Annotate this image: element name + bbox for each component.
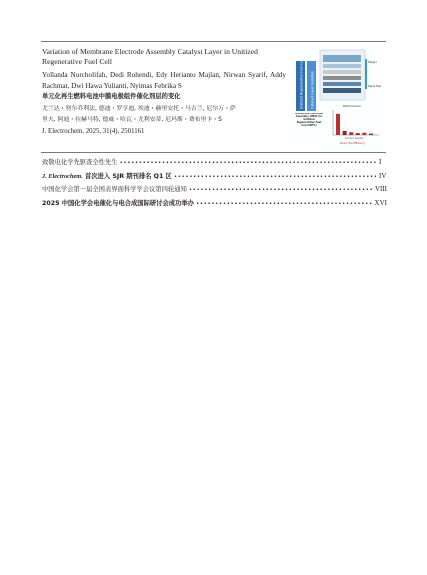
- article-title-cn[interactable]: 单元化再生燃料电池中膜电极组件催化剂层的变化: [42, 93, 181, 101]
- authors-cn-line-2: 里夫, 阿迪・拉赫马特, 德威・哈瓦・尤利安蒂, 尼玛斯・费布里卡・S: [42, 116, 222, 123]
- left-panel-2-text: Catalyst Layer Variation: [310, 70, 315, 109]
- article-entry[interactable]: [42, 47, 286, 137]
- toc-leader: [174, 174, 376, 180]
- performance-bar: [349, 132, 353, 135]
- article-authors-en: Yollanda Nurcholifah, Dedi Rohendi, Edy Herianto Majlan, Nirwan Syarif, Addy Rachmat, Dwi Hawa Yulianti, Nyimas Febrika S: [42, 71, 286, 90]
- performance-bar: [343, 131, 347, 135]
- mea-layer-b: [323, 70, 361, 74]
- footer-label: Round Trip Efficiency: [340, 142, 365, 145]
- authors-cn-line-1: 尤兰达・努尔乔利法, 德迪・罗亨迪, 埃迪・赫里安托・马吉兰, 尼尔万・萨: [42, 105, 236, 112]
- toc-page: I: [379, 158, 382, 166]
- stack-label: Stack Test: [368, 85, 382, 88]
- toc-row[interactable]: [42, 184, 387, 198]
- mea-layer-e: [323, 88, 361, 93]
- journal-name: J. Electrochem.: [42, 172, 83, 180]
- toc-leader: [189, 187, 372, 193]
- performance-bar: [362, 133, 366, 135]
- toc-title[interactable]: 致敬电化学先驱查全性先生: [42, 159, 118, 166]
- performance-bar: [336, 114, 340, 135]
- toc-title[interactable]: 2025 中国化学会电催化与电合成国际研讨会成功举办: [42, 199, 194, 207]
- mea-arrow: [365, 59, 367, 89]
- top-rule: [41, 41, 386, 42]
- toc-row[interactable]: [42, 157, 387, 171]
- toc-title[interactable]: [42, 171, 174, 180]
- mea-layer-top: [323, 55, 361, 62]
- article-title-en[interactable]: Variation of Membrane Electrode Assembly Catalyst Layer in Unitized Regenerative Fuel Cell: [42, 47, 258, 67]
- table-of-contents: [42, 157, 387, 211]
- section-rule: [41, 152, 386, 153]
- mea-layer-d: [323, 82, 361, 86]
- stage-label: Stage I: [368, 61, 378, 64]
- performance-bar: [356, 133, 360, 135]
- toc-row[interactable]: [42, 198, 387, 212]
- graphical-abstract-figure: [293, 47, 384, 148]
- mea-layer-c: [323, 76, 361, 80]
- mea-layer-a: [323, 64, 361, 68]
- toc-page: VIII: [374, 185, 387, 194]
- mea-caption: Membrane Electrode Assembly (MEA) for Unitized Regenerative Fuel Cell (URFC): [295, 113, 323, 127]
- graphical-abstract[interactable]: [293, 47, 384, 148]
- toc-title[interactable]: 中国化学会第一届全国表界面科学学会议第四轮通知: [42, 186, 187, 194]
- toc-row[interactable]: [42, 171, 387, 185]
- article-citation: J. Electrochem. 2025, 31(4), 2501161: [42, 128, 145, 136]
- toc-page: XVI: [374, 198, 387, 207]
- article-authors-cn: [42, 104, 286, 125]
- toc-leader: [120, 160, 376, 166]
- left-panel-1-text: Unitized Regenerative Fuel Cell: [299, 59, 304, 109]
- chart-x-label: Current density: [345, 137, 364, 140]
- performance-bar: [369, 134, 373, 135]
- performance-bars: [336, 114, 373, 135]
- toc-title-text: 首次进入 SJR 期刊排名 Q1 区: [84, 172, 172, 180]
- toc-leader: [196, 201, 372, 207]
- toc-page: IV: [379, 171, 387, 180]
- performance-label: Performance: [343, 104, 361, 108]
